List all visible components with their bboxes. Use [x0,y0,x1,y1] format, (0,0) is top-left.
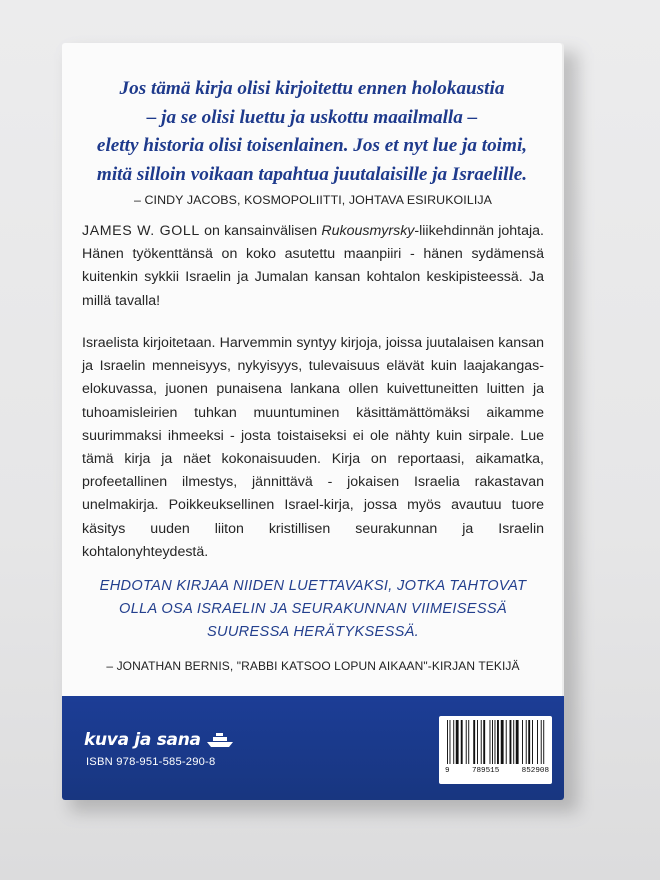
ship-icon [205,732,235,748]
quote-line: mitä silloin voikaan tapahtua juutalaisille ja Israelille. [96,163,528,185]
publisher-logo [84,729,254,751]
author-bio [82,220,544,313]
barcode-number [445,767,549,775]
bio-text-after: -liikehdinnän johtaja. Hänen työkenttänsä on koko asutettu maanpiiri - hänen sydämensä kuitenkin sykkii Israelin ja Jumalan kansan kohtalon keskipisteessä. Ja millä tavalla! [82,223,544,309]
book-back-cover [62,43,564,800]
barcode-digit-lead: 9 [445,767,450,775]
quote-line: Jos tämä kirja olisi kirjoitettu ennen holokaustia [119,78,505,99]
book-description: Israelista kirjoitetaan. Harvemmin syntyy kirjoja, joissa juutalaisen kansan ja Israelin menneisyys, nykyisyys, tulevaisuus elävät kuin laajakangas-elokuvassa, juonen punaisena lankana ollen kuivettuneitten luitten ja tuhoamisleirien tuhkan muuntuminen käsittämättömäksi aikamme suurimmaksi ihmeeksi - josta toistaiseksi ei ole nähty kuin sirpale. Lue tämä kirja ja näet kokonaisuuden. Kirja on reportaasi, aikamatka, profeetallinen ilmestys, jännittävä - jokaisen Israelia rakastavan unelmakirja. Poikkeuksellinen Israel-kirja, jossa myös avautuu tuore käsitys uuden liiton kristillisen seurakunnan ja Israelin kohtalonyhteydestä. [82,335,544,560]
publisher-footer [62,696,564,800]
endorsement-quote [82,75,542,189]
quote-attribution: – CINDY JACOBS, KOSMOPOLIITTI, JOHTAVA ESIRUKOILIJA [133,193,493,207]
blurb-line: SUURESSA HERÄTYKSESSÄ. [206,624,420,640]
ministry-name: Rukousmyrsky [321,223,415,239]
barcode [439,716,552,784]
author-name: JAMES W. GOLL [82,223,200,239]
endorsement-blurb [82,575,544,644]
blurb-line: OLLA OSA ISRAELIN JA SEURAKUNNAN VIIMEISESSÄ [119,601,507,617]
quote-line: – ja se olisi luettu ja uskottu maailmalla – [146,106,478,128]
blurb-line: EHDOTAN KIRJAA NIIDEN LUETTAVAKSI, JOTKA TAHTOVAT [99,578,527,594]
bio-text-before: on kansainvälisen [199,223,322,239]
publisher-logo-text: kuva ja sana [84,730,201,750]
barcode-bars [443,720,548,766]
isbn-text: ISBN 978-951-585-290-8 [86,756,216,768]
quote-line: eletty historia olisi toisenlainen. Jos et nyt lue ja toimi, [96,135,528,156]
barcode-digit-left: 789515 [471,767,500,775]
barcode-digit-right: 852908 [521,767,549,775]
blurb-attribution: – JONATHAN BERNIS, "RABBI KATSOO LOPUN AIKAAN"-KIRJAN TEKIJÄ [106,659,520,673]
